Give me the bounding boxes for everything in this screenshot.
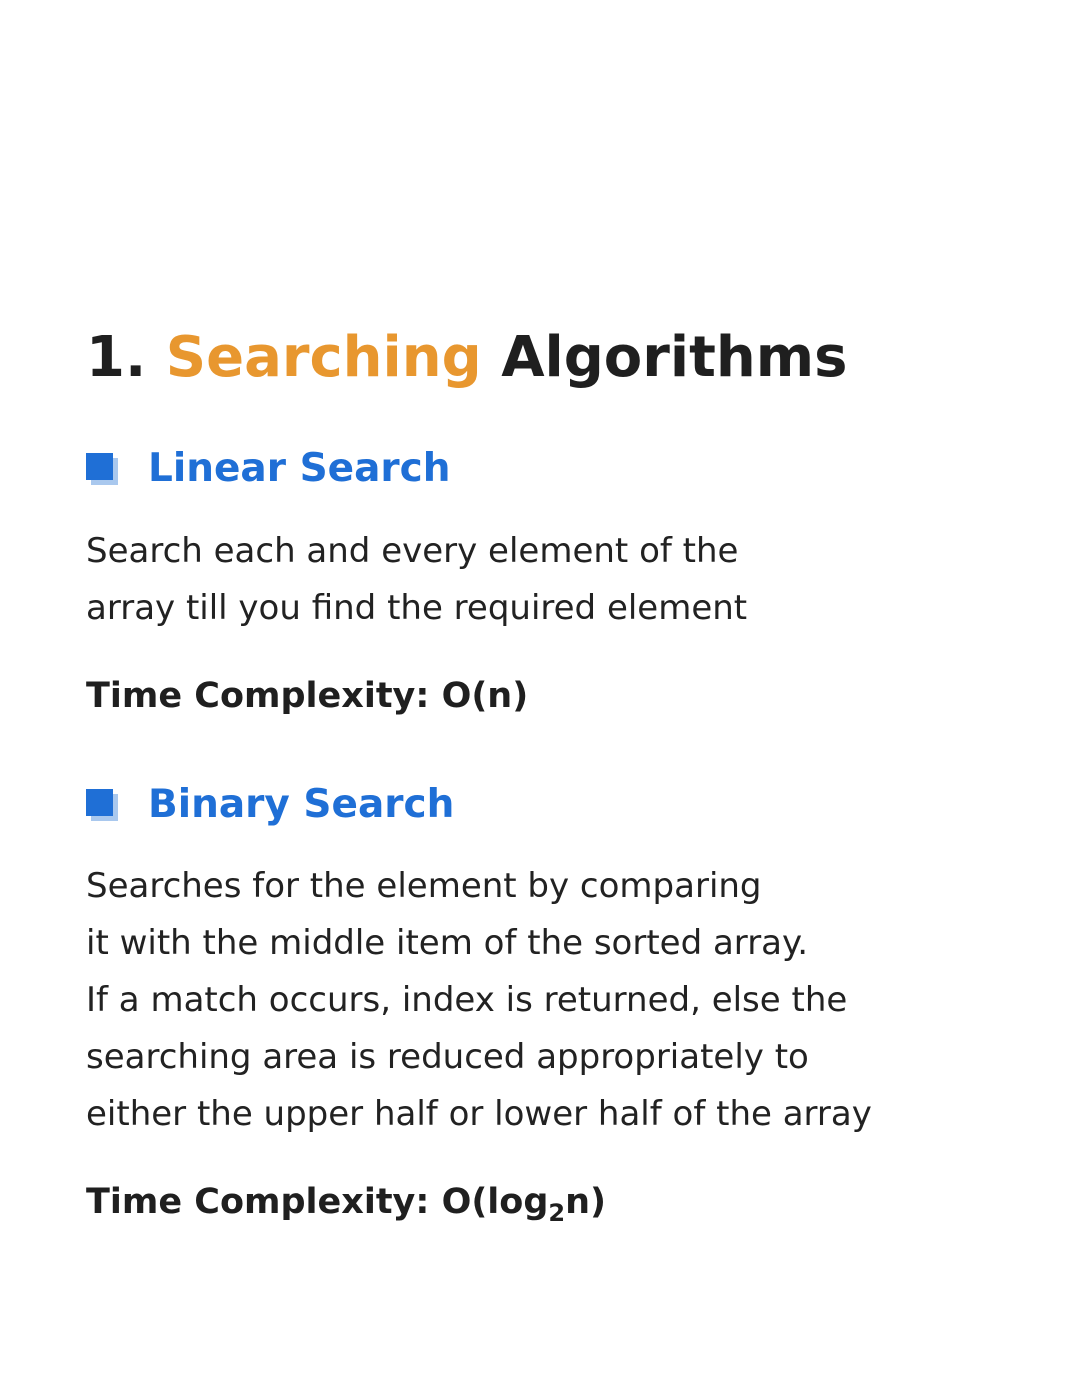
time-complexity-linear-search bbox=[86, 671, 528, 721]
section-heading-linear-search bbox=[86, 444, 451, 494]
description-line: array till you find the required element bbox=[86, 588, 748, 628]
page-title bbox=[86, 322, 847, 394]
complexity-label: Time Complexity: bbox=[86, 1182, 430, 1222]
section-description-binary-search bbox=[86, 858, 872, 1143]
title-number: 1. bbox=[86, 325, 147, 390]
description-line: Searches for the element by comparing bbox=[86, 866, 762, 906]
complexity-value: O(n) bbox=[441, 676, 529, 716]
description-line: If a match occurs, index is returned, else the bbox=[86, 980, 848, 1020]
square-bullet-icon bbox=[86, 789, 118, 821]
time-complexity-binary-search bbox=[86, 1177, 606, 1227]
description-line: Search each and every element of the bbox=[86, 531, 739, 571]
description-line: searching area is reduced appropriately to bbox=[86, 1037, 809, 1077]
description-line: either the upper half or lower half of the array bbox=[86, 1094, 872, 1134]
complexity-value: $O(\log_2n)$ bbox=[441, 1182, 607, 1227]
title-accent-word: Searching bbox=[165, 325, 482, 390]
section-description-linear-search bbox=[86, 523, 747, 637]
square-bullet-icon bbox=[86, 453, 118, 485]
section-heading-binary-search bbox=[86, 780, 454, 830]
description-line: it with the middle item of the sorted array. bbox=[86, 923, 809, 963]
complexity-label: Time Complexity: bbox=[86, 676, 430, 716]
section-title: Binary Search bbox=[148, 782, 455, 827]
title-rest: Algorithms bbox=[501, 325, 848, 390]
section-title: Linear Search bbox=[148, 446, 451, 491]
